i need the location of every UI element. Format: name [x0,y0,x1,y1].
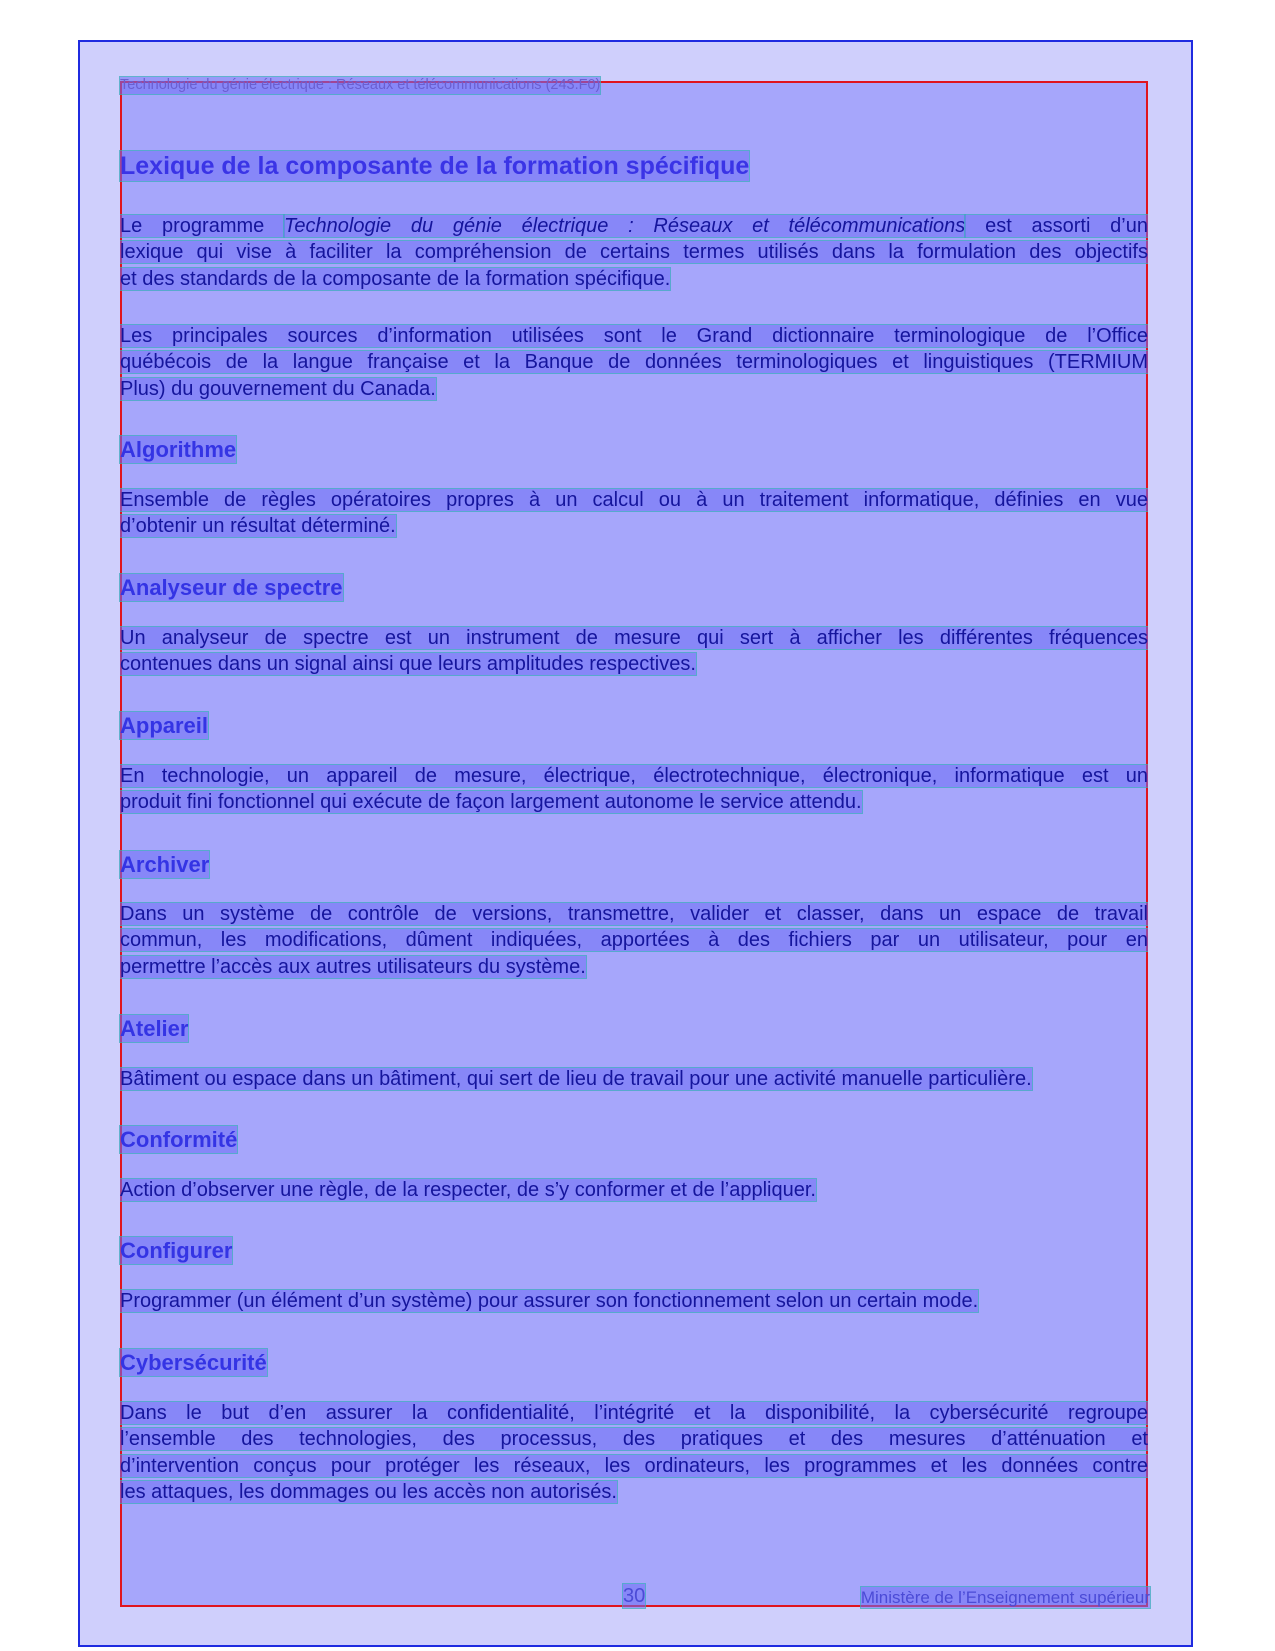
term-conformite: Conformité [120,1127,238,1152]
definition-line: permettre l’accès aux autres utilisateurs du système. [120,955,586,978]
term-configurer: Configurer [120,1238,233,1263]
definition-line: Programmer (un élément d’un système) pour assurer son fonctionnement selon un certain mode. [120,1290,979,1312]
definition-appareil [120,763,1148,816]
intro-p1-line-2: lexique qui vise à faciliter la compréhension de certains termes utilisés dans la formulation des objectifs [120,241,1148,264]
intro-paragraph-2 [120,323,1148,402]
content-area [120,81,1148,1607]
intro-p2-line-1: Les principales sources d’information utilisées sont le Grand dictionnaire terminologique de l’Office [120,325,1148,347]
definition-line: commun, les modifications, dûment indiquées, apportées à des fichiers par un utilisateur, pour en [120,929,1148,952]
definition-line: contenues dans un signal ainsi que leurs amplitudes respectives. [120,653,696,676]
definition-analyseur-de-spectre [120,625,1148,678]
term-appareil: Appareil [120,713,209,738]
term-algorithme: Algorithme [120,437,237,462]
definition-line: Ensemble de règles opératoires propres à un calcul ou à un traitement informatique, définies en vue [120,489,1148,511]
footer-organization: Ministère de l’Enseignement supérieur [860,1588,1150,1607]
definition-line: Dans le but d’en assurer la confidentialité, l’intégrité et la disponibilité, la cybersécurité regroupe [120,1402,1148,1424]
definition-conformite [120,1177,1148,1203]
definition-line: d’intervention conçus pour protéger les réseaux, les ordinateurs, les programmes et les données contre [120,1454,1148,1477]
page-number: 30 [623,1585,646,1607]
term-archiver: Archiver [120,852,210,877]
definition-line: En technologie, un appareil de mesure, électrique, électrotechnique, électronique, informatique est un [120,765,1148,787]
definition-configurer [120,1288,1148,1314]
definition-line: les attaques, les dommages ou les accès non autorisés. [120,1480,617,1503]
intro-p1-line-1: Le programme Technologie du génie électrique : Réseaux et télécommunications est assorti d’un [120,215,1148,237]
definition-line: Bâtiment ou espace dans un bâtiment, qui sert de lieu de travail pour une activité manuelle particulière. [120,1068,1032,1090]
definition-line: produit fini fonctionnel qui exécute de façon largement autonome le service attendu. [120,791,862,814]
intro-p2-line-2: québécois de la langue française et la Banque de données terminologiques et linguistiques (TERMIUM [120,351,1148,374]
term-cybersecurite: Cybersécurité [120,1350,267,1375]
definition-line: Action d’observer une règle, de la respecter, de s’y conformer et de l’appliquer. [120,1179,816,1201]
intro-p1-line-3: et des standards de la composante de la formation spécifique. [120,267,671,290]
intro-paragraph-1 [120,213,1148,292]
definition-line: l’ensemble des technologies, des processus, des pratiques et des mesures d’atténuation et [120,1428,1148,1451]
definition-line: d’obtenir un résultat déterminé. [120,515,396,538]
term-atelier: Atelier [120,1016,189,1041]
definition-algorithme [120,487,1148,540]
definition-archiver [120,901,1148,980]
term-analyseur-de-spectre: Analyseur de spectre [120,575,343,600]
intro-p2-line-3: Plus) du gouvernement du Canada. [120,377,436,400]
running-header: Technologie du génie électrique : Réseaux et télécommunications (243.F0) [120,77,601,93]
definition-atelier [120,1066,1148,1092]
definition-cybersecurite [120,1400,1148,1505]
definition-line: Dans un système de contrôle de versions, transmettre, valider et classer, dans un espace de travail [120,903,1148,925]
page-title: Lexique de la composante de la formation spécifique [120,152,750,180]
definition-line: Un analyseur de spectre est un instrument de mesure qui sert à afficher les différentes fréquences [120,627,1148,649]
